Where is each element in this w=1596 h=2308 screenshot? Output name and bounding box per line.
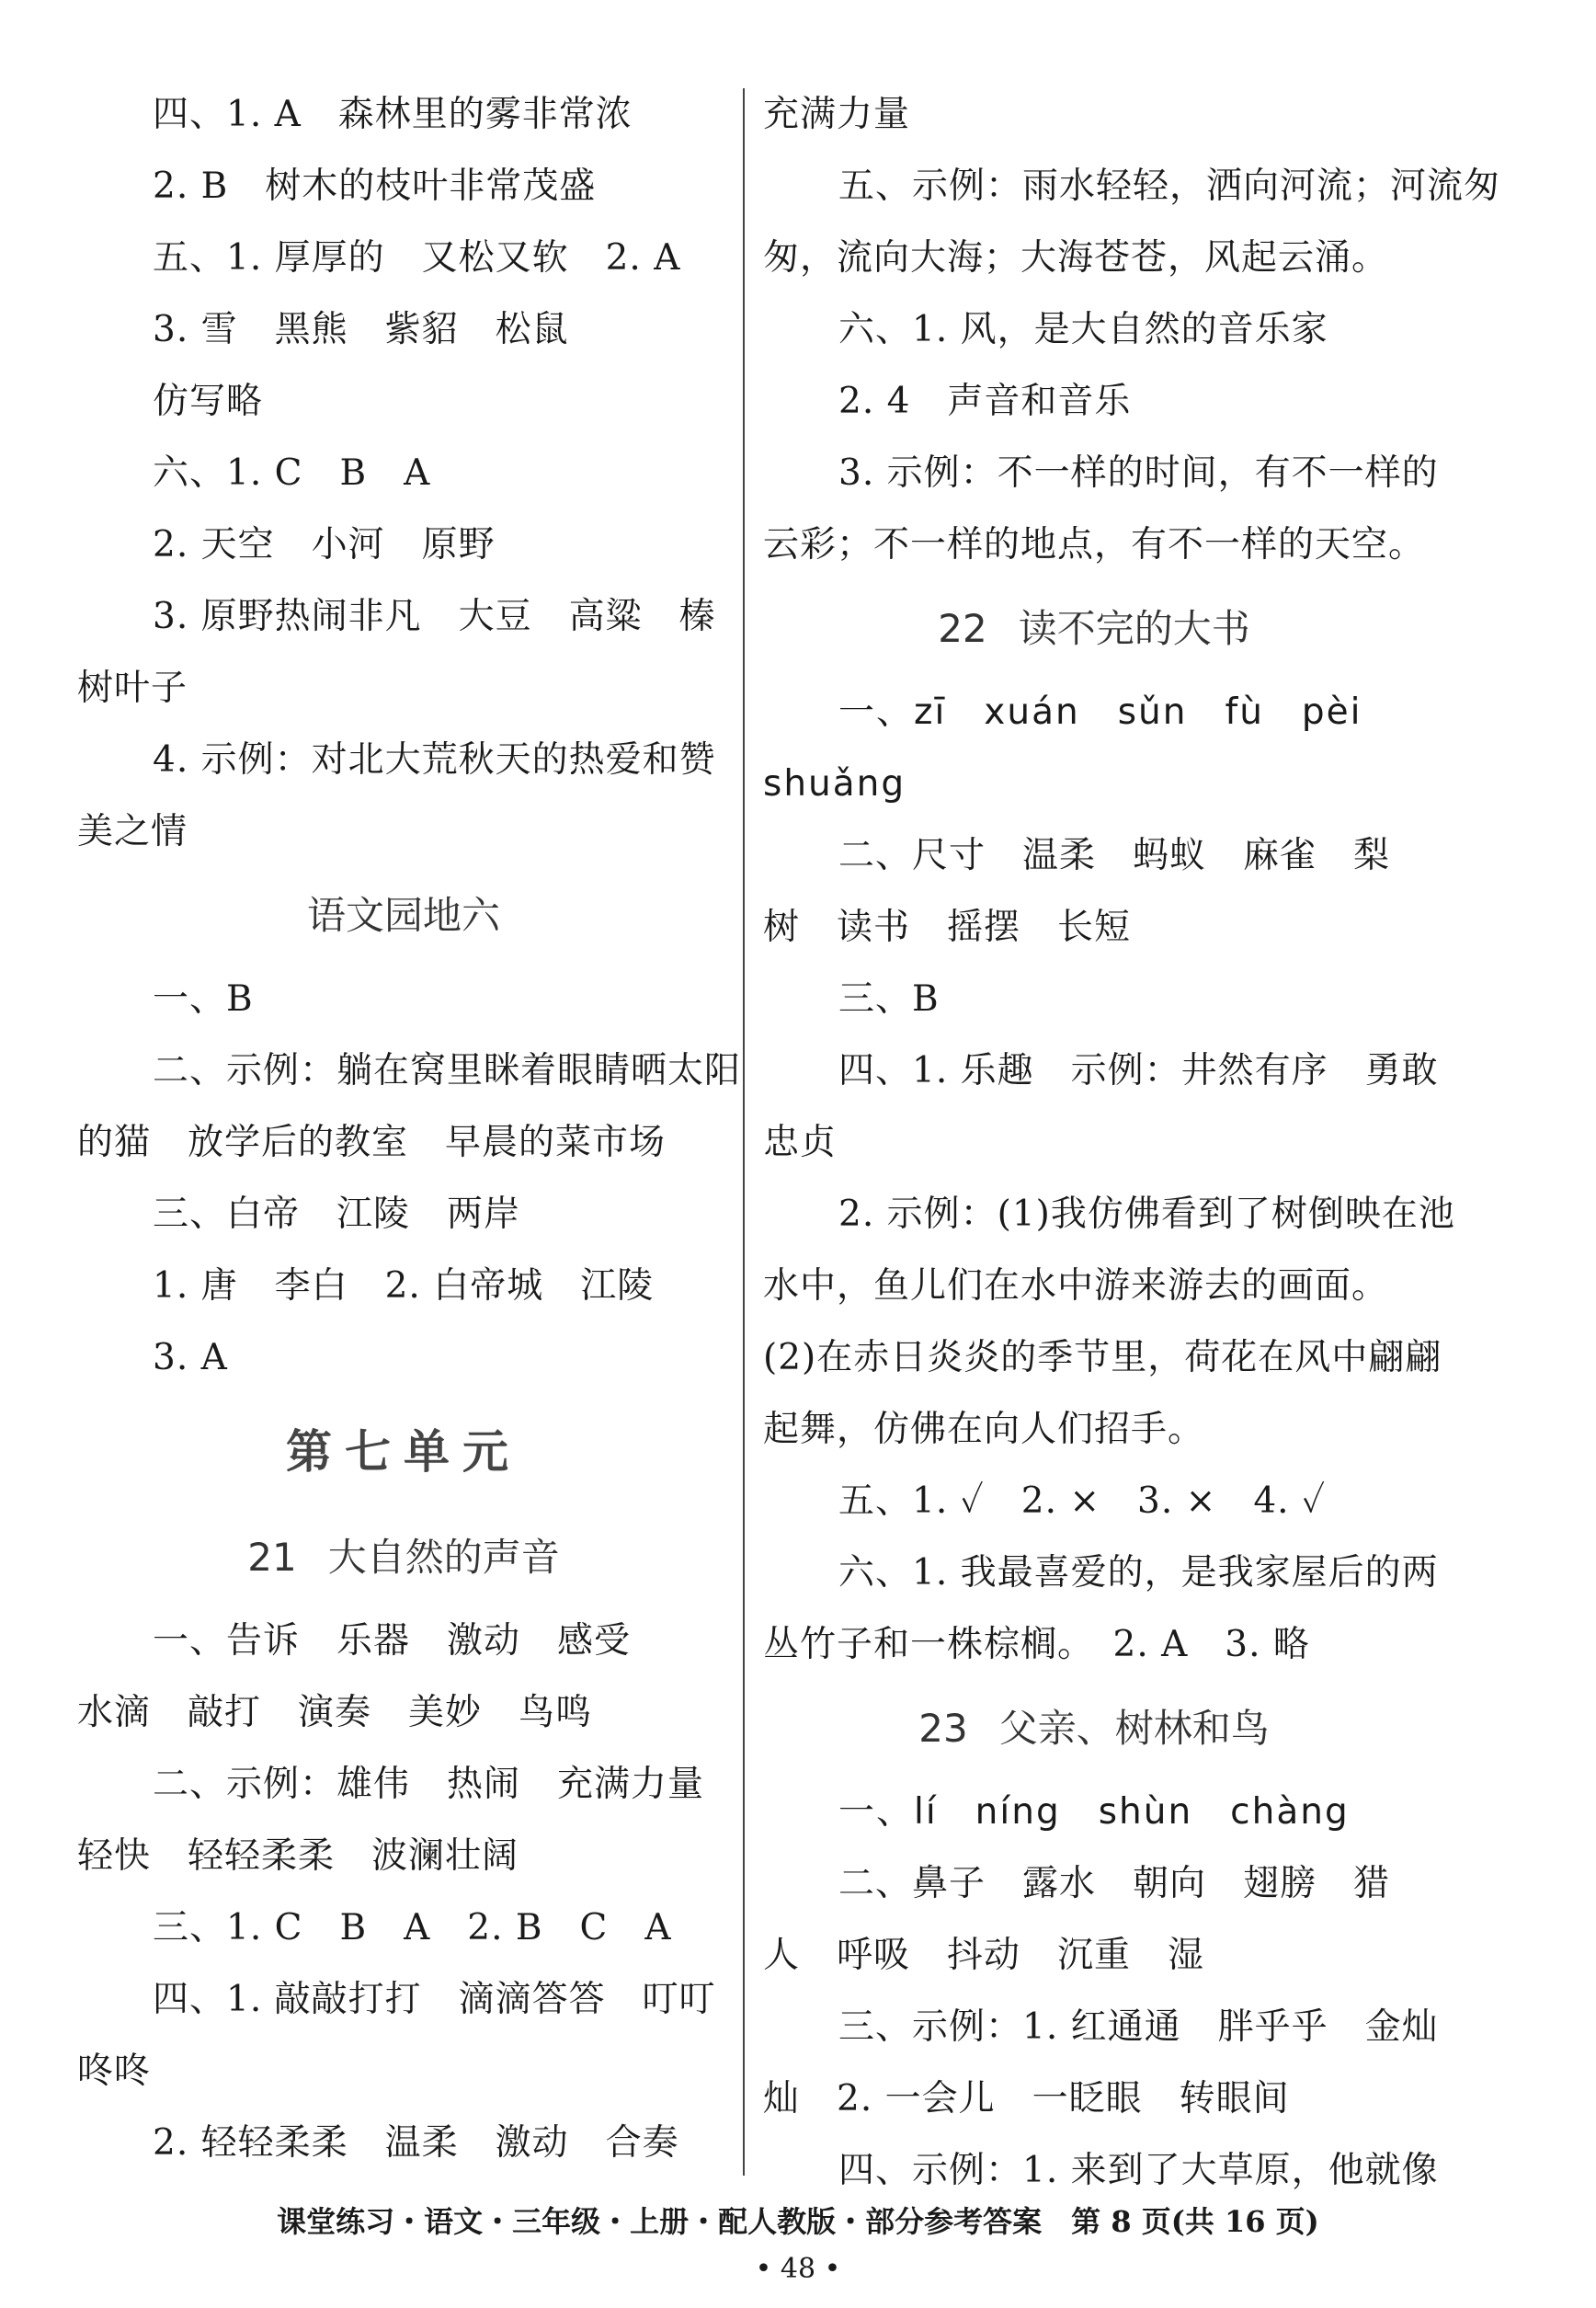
answer-line: 三、1. C B A 2. B C A (153, 1907, 672, 1948)
lesson-title: 父亲、树林和鸟 (998, 1706, 1270, 1751)
answer-line: 3. 原野热闹非凡 大豆 高粱 榛 (153, 596, 716, 637)
right-column (763, 79, 1501, 2207)
answer-line: 三、示例：1. 红通通 胖乎乎 金灿 (838, 2006, 1439, 2048)
answer-line: 六、1. 风，是大自然的音乐家 (838, 309, 1328, 350)
answer-line: 2. B 树木的枝叶非常茂盛 (153, 166, 597, 207)
lesson-number: 21 (247, 1535, 297, 1580)
answer-line: 三、白帝 江陵 两岸 (153, 1194, 521, 1235)
page-number: • 48 • (755, 2253, 841, 2285)
answer-line: 3. A (153, 1337, 228, 1378)
answer-line: 水中，鱼儿们在水中游来游去的画面。 (763, 1265, 1389, 1307)
answer-line: 一、B (153, 978, 254, 1020)
lesson-heading (763, 581, 1425, 677)
page-footer: 课堂练习・语文・三年级・上册・配人教版・部分参考答案 第 8 页(共 16 页) (277, 2204, 1319, 2239)
answer-line: 二、示例：雄伟 热闹 充满力量 (153, 1764, 705, 1805)
answer-line: 1. 唐 李白 2. 白帝城 江陵 (153, 1265, 655, 1307)
lesson-title: 大自然的声音 (327, 1535, 560, 1580)
answer-line: 四、示例：1. 来到了大草原，他就像 (838, 2150, 1439, 2191)
answer-line: 咚咚 (77, 2051, 152, 2092)
answer-line: 一、lí níng shùn chàng (838, 1791, 1350, 1833)
lesson-heading (763, 1681, 1425, 1777)
answer-line: 二、示例：躺在窝里眯着眼睛晒太阳 (153, 1050, 742, 1091)
answer-line: 起舞，仿佛在向人们招手。 (763, 1409, 1205, 1450)
answer-line: 六、1. C B A (153, 452, 431, 494)
answer-line: 2. 轻轻柔柔 温柔 激动 合奏 (153, 2122, 679, 2164)
answer-line: 2. 天空 小河 原野 (153, 524, 496, 566)
answer-line: 三、B (838, 978, 940, 1020)
answer-line: 忠贞 (763, 1122, 838, 1163)
answer-line: 云彩；不一样的地点，有不一样的天空。 (763, 524, 1426, 566)
answer-line: 五、示例：雨水轻轻，洒向河流；河流匆 (838, 166, 1501, 207)
unit-heading: 第七单元 (286, 1424, 521, 1479)
answer-line: 五、1. 厚厚的 又松又软 2. A (153, 237, 681, 279)
answer-line: 充满力量 (763, 94, 911, 135)
answer-line: 3. 雪 黑熊 紫貂 松鼠 (153, 309, 569, 350)
lesson-number: 23 (918, 1706, 968, 1751)
answer-line: shuǎng (763, 763, 906, 805)
lesson-title: 语文园地六 (306, 893, 500, 938)
answer-line: 水滴 敲打 演奏 美妙 鸟鸣 (77, 1692, 593, 1733)
answer-line: 2. 示例：(1)我仿佛看到了树倒映在池 (838, 1194, 1455, 1235)
answer-line: 仿写略 (153, 381, 264, 422)
answer-line: 的猫 放学后的教室 早晨的菜市场 (77, 1122, 667, 1163)
answer-line: 4. 示例：对北大荒秋天的热爱和赞 (153, 739, 716, 781)
answer-line: 一、zī xuán sǔn fù pèi (838, 691, 1362, 733)
answer-line: 匆，流向大海；大海苍苍，风起云涌。 (763, 237, 1389, 279)
answer-line: 四、1. 敲敲打打 滴滴答答 叮叮 (153, 1979, 716, 2020)
lesson-heading (77, 868, 730, 964)
lesson-title: 读不完的大书 (1018, 606, 1250, 651)
answer-line: 二、鼻子 露水 朝向 翅膀 猎 (838, 1863, 1391, 1904)
answer-line: 3. 示例：不一样的时间，有不一样的 (838, 452, 1439, 494)
answer-line: (2)在赤日炎炎的季节里，荷花在风中翩翩 (763, 1337, 1442, 1378)
lesson-heading (77, 1510, 730, 1605)
answer-line: 六、1. 我最喜爱的，是我家屋后的两 (838, 1552, 1439, 1594)
answer-line: 人 呼吸 抖动 沉重 湿 (763, 1935, 1205, 1976)
answer-line: 四、1. A 森林里的雾非常浓 (153, 94, 633, 135)
answer-line: 一、告诉 乐器 激动 感受 (153, 1620, 632, 1662)
answer-line: 树叶子 (77, 668, 188, 709)
answer-line: 美之情 (77, 811, 188, 852)
answer-line: 2. 4 声音和音乐 (838, 381, 1132, 422)
answer-line: 灿 2. 一会儿 一眨眼 转眼间 (763, 2078, 1290, 2119)
answer-line: 二、尺寸 温柔 蚂蚁 麻雀 梨 (838, 835, 1391, 876)
answer-line: 丛竹子和一株棕榈。 2. A 3. 略 (763, 1624, 1310, 1665)
answer-line: 五、1. ✓ 2. × 3. × 4. ✓ (838, 1480, 1327, 1522)
lesson-number: 22 (938, 606, 987, 651)
answer-line: 树 读书 摇摆 长短 (763, 907, 1132, 948)
column-divider (743, 88, 745, 2176)
left-column (77, 79, 742, 2179)
answer-line: 轻快 轻轻柔柔 波澜壮阔 (77, 1835, 519, 1877)
answer-line: 四、1. 乐趣 示例：井然有序 勇敢 (838, 1050, 1439, 1091)
